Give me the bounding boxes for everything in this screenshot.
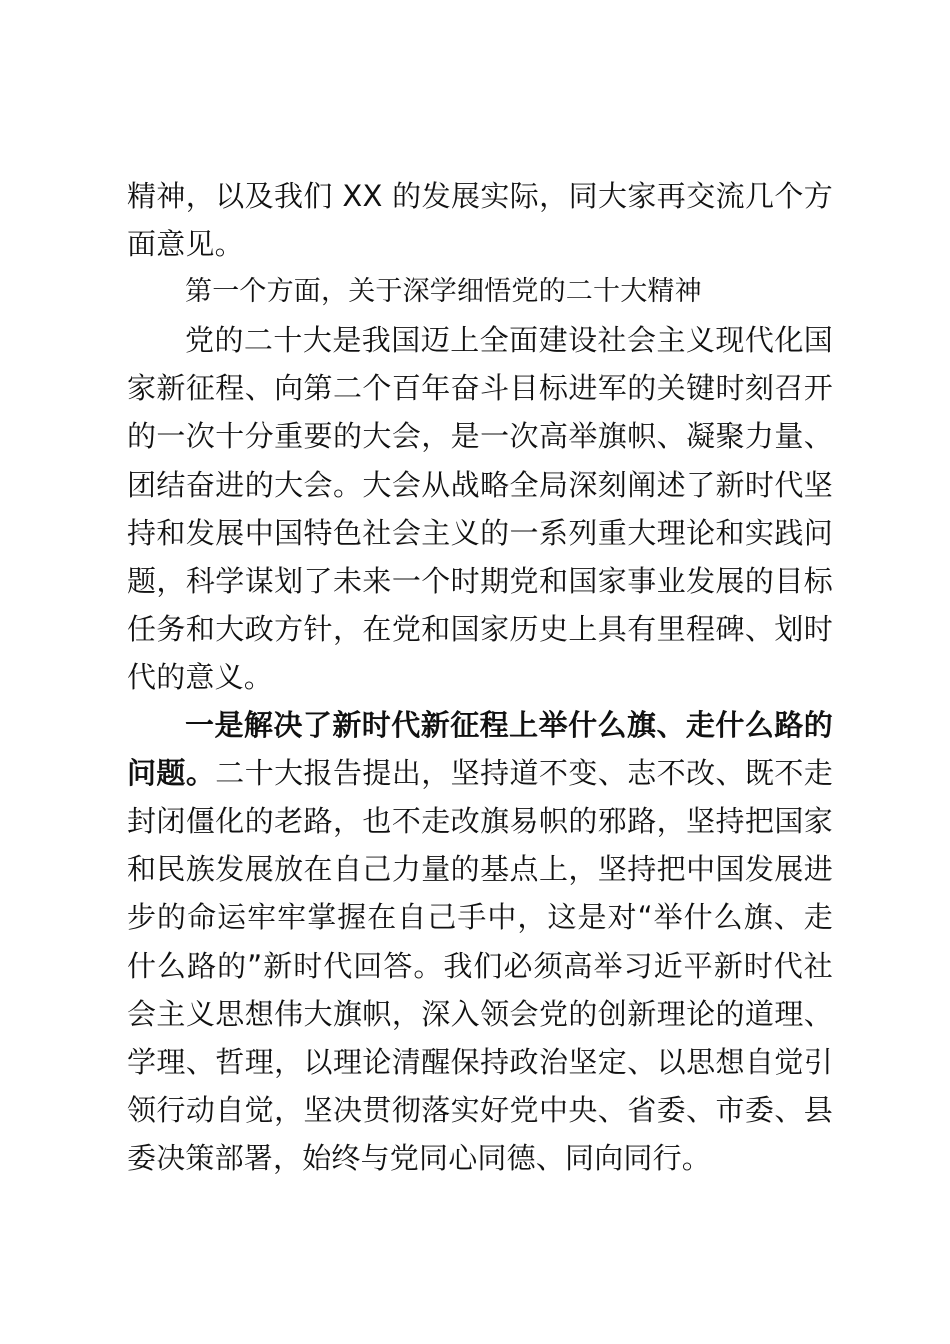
point-one-body: 二十大报告提出，坚持道不变、志不改、既不走封闭僵化的老路，也不走改旗易帜的邪路，坚持把国家和民族发展放在自己力量的基点上，坚持把中国发展进步的命运牢牢掌握在自己手中，这是对“举什么旗、走什么路的”新时代回答。我们必须高举习近平新时代社会主义思想伟大旗帜，深入领会党的创新理论的道理、学理、哲理，以理论清醒保持政治坚定、以思想自觉引领行动自觉，坚决贯彻落实好党中央、省委、市委、县委决策部署，始终与党同心同德、同向同行。 bbox=[127, 756, 833, 1175]
paragraph-point-one bbox=[127, 701, 833, 1182]
paragraph-congress-overview: 党的二十大是我国迈上全面建设社会主义现代化国家新征程、向第二个百年奋斗目标进军的关键时刻召开的一次十分重要的大会，是一次高举旗帜、凝聚力量、团结奋进的大会。大会从战略全局深刻阐述了新时代坚持和发展中国特色社会主义的一系列重大理论和实践问题，科学谋划了未来一个时期党和国家事业发展的目标任务和大政方针，在党和国家历史上具有里程碑、划时代的意义。 bbox=[127, 323, 833, 694]
section-heading: 第一个方面，关于深学细悟党的二十大精神 bbox=[185, 276, 702, 308]
document-body bbox=[127, 172, 833, 1182]
point-one-lead: 一是解决了新时代新征程上举什么旗、走什么路的问题。 bbox=[127, 708, 833, 791]
paragraph-continuation: 精神，以及我们 XX 的发展实际，同大家再交流几个方面意见。 bbox=[127, 179, 833, 262]
